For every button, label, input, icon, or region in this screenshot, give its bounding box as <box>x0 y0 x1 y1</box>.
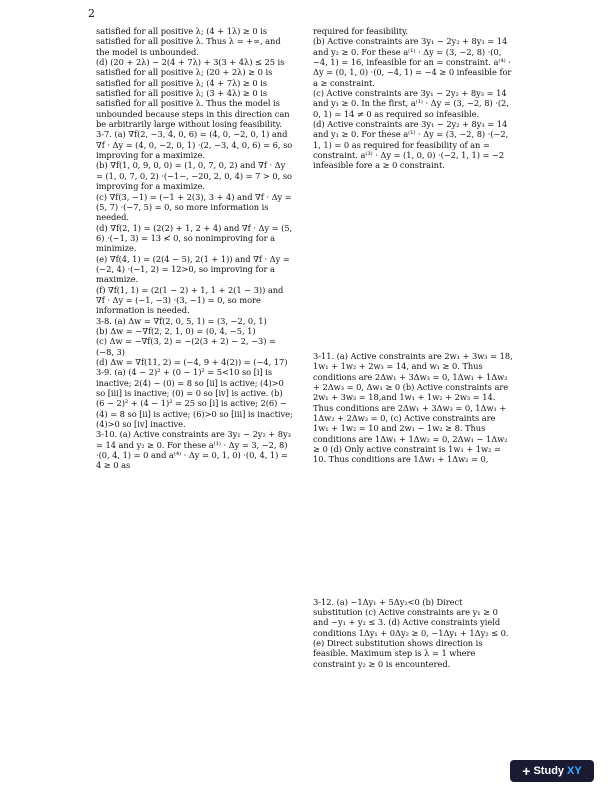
paragraph-3-8c: (c) Δw = −∇f(3, 2) = −(2(3 + 2) − 2, −3) = (−8, 3) <box>96 336 276 357</box>
right-column <box>313 26 513 669</box>
paragraph-3-7c: (c) ∇f(3, −1) = (−1 + 2(3), 3 + 4) and ∇f · Δy = (5, 7) ·(−7, 5) = 0, so more information is needed. <box>96 191 292 223</box>
paragraph-3-6d: (d) (20 + 2λ) − 2(4 + 7λ) + 3(3 + 4λ) ≤ 25 is satisfied for all positive λ; (20 + 2λ) ≥ 0 is satisfied for all positive λ; (4 + 7λ) ≥ 0 is satisfied for all positive λ; (3 + 4λ) ≥ 0 is satisfied for all positive λ. Thus the model is unbounded because steps in this direction can be arbitrarily large without losing feasibility. <box>96 57 290 130</box>
page-number: 2 <box>88 7 95 20</box>
paragraph-3-8b: (b) Δw = −∇f(2, 2, 1, 0) = (0, 4, −5, 1) <box>96 325 256 336</box>
studyxy-logo <box>510 760 594 782</box>
paragraph-3-7b: (b) ∇f(1, 0, 9, 0, 0) = (1, 0, 7, 0, 2) and ∇f · Δy = (1, 0, 7, 0, 2) ·(−1−, −20, 2, 0, 4) = 7 > 0, so improving for a maximize. <box>96 160 292 192</box>
paragraph-3-10a: 3-10. (a) Active constraints are 3y₁ − 2y₂ + 8y₃ = 14 and y₂ ≥ 0. For these a⁽¹⁾ · Δy = 3, −2, 8) ·(0, 4, 1) = 0 and a⁽⁴⁾ · Δy = 0, 1, 0) ·(0, 4, 1) = 4 ≥ 0 as <box>96 429 291 471</box>
paragraph-3-9: 3-9. (a) (4 − 2)² + (0 − 1)² = 5<10 so [i] is inactive; 2(4) − (0) = 8 so [ii] is active; (4)>0 so [iii] is inactive; (0) = 0 so [iv] is active. (b) (6 − 2)² + (4 − 1)² = 25 so [i] is active; 2(6) − (4) = 8 so [ii] is active; (6)>0 so [iii] is inactive; (4)>0 so [iv] inactive. <box>96 367 293 430</box>
plus-icon: + <box>522 763 531 779</box>
paragraph-3-8a: 3-8. (a) Δw = ∇f(2, 0, 5, 1) = (3, −2, 0, 1) <box>96 315 267 326</box>
paragraph-3-10a-end: required for feasibility. <box>313 26 409 36</box>
left-column <box>96 26 293 471</box>
paragraph-3-7d: (d) ∇f(2, 1) = (2(2) + 1, 2 + 4) and ∇f · Δy = (5, 6) ·(−1, 3) = 13 ≮ 0, so nonimproving for a minimize. <box>96 222 293 254</box>
paragraph-3-12: 3-12. (a) −1Δy₁ + 5Δy₂<0 (b) Direct substitution (c) Active constraints are y₁ ≥ 0 and −y₁ + y₂ ≤ 3. (d) Active constraints yield conditions 1Δy₁ + 0Δy₂ ≥ 0, −1Δy₁ + 1Δy₂ ≤ 0. (e) Direct substitution shows direction is feasible. Maximum step is λ = 1 where constraint y₂ ≥ 0 is encountered. <box>313 596 509 669</box>
paragraph-3-7f: (f) ∇f(1, 1) = (2(1 − 2) + 1, 1 + 2(1 − 3)) and ∇f · Δy = (−1, −3) ·(3, −1) = 0, so more information is needed. <box>96 284 284 316</box>
paragraph-3-7a: 3-7. (a) ∇f(2, −3, 4, 0, 6) = (4, 0, −2, 0, 1) and ∇f · Δy = (4, 0, −2, 0, 1) ·(2, −3, 4, 0, 6) = 6, so improving for a maximize. <box>96 129 293 161</box>
column-gap <box>313 465 513 597</box>
logo-text-accent: XY <box>567 765 582 777</box>
paragraph-3-6c-end: satisfied for all positive λ; (4 + 1λ) ≥ 0 is satisfied for all positive λ. Thus λ = +∞, and the model is unbounded. <box>96 26 281 57</box>
paragraph-3-8d: (d) Δw = ∇f(11, 2) = (−4, 9 + 4(2)) = (−4, 17) <box>96 357 288 367</box>
paragraph-3-10b: (b) Active constraints are 3y₁ − 2y₂ + 8y₃ = 14 and y₂ ≥ 0. For these a⁽¹⁾ · Δy = (3, −2, 8) ·(0, −4, 1) = 16, infeasible for an = constraint. a⁽⁴⁾ · Δy = (0, 1, 0) ·(0, −4, 1) = −4 ≥ 0 infeasible for a ≥ constraint. <box>313 36 512 88</box>
paragraph-3-10c: (c) Active constraints are 3y₁ − 2y₂ + 8y₃ = 14 and y₁ ≥ 0. In the first, a⁽¹⁾ · Δy = (3, −2, 8) ·(2, 0, 1) = 14 ≠ 0 as required so infeasible. <box>313 88 509 119</box>
paragraph-3-11: 3-11. (a) Active constraints are 2w₁ + 3w₃ = 18, 1w₁ + 1w₂ + 2w₃ = 14, and w₁ ≥ 0. Thus conditions are 2Δw₁ + 3Δw₃ = 0, 1Δw₁ + 1Δw₂ + 2Δw₃ = 0, Δw₁ ≥ 0 (b) Active constraints are 2w₁ + 3w₃ = 18,and 1w₁ + 1w₂ + 2w₃ = 14. Thus conditions are 2Δw₁ + 3Δw₃ = 0, 1Δw₁ + 1Δw₂ + 2Δw₃ = 0, (c) Active constraints are 1w₁ + 1w₂ = 10 and 2w₁ − 1w₂ ≥ 8. Thus conditions are 1Δw₁ + 1Δw₂ = 0, 2Δw₁ − 1Δw₂ ≥ 0 (d) Only active constraint is 1w₁ + 1w₂ = 10. Thus conditions are 1Δw₁ + 1Δw₂ = 0, <box>313 350 513 465</box>
paragraph-3-10d: (d) Active constraints are 3y₁ − 2y₂ + 8y₃ = 14 and y₁ ≥ 0. For these a⁽¹⁾ · Δy = (3, −2, 8) ·(−2, 1, 1) = 0 as required for feasibility of an = constraint. a⁽³⁾ · Δy = (1, 0, 0) ·(−2, 1, 1) = −2 infeasible fore a ≥ 0 constraint. <box>313 119 509 171</box>
logo-text-main: Study <box>533 765 565 777</box>
paragraph-3-7e: (e) ∇f(4, 1) = (2(4 − 5), 2(1 + 1)) and ∇f · Δy = (−2, 4) ·(−1, 2) = 12>0, so improving for a maximize. <box>96 253 290 285</box>
column-gap <box>313 171 513 351</box>
